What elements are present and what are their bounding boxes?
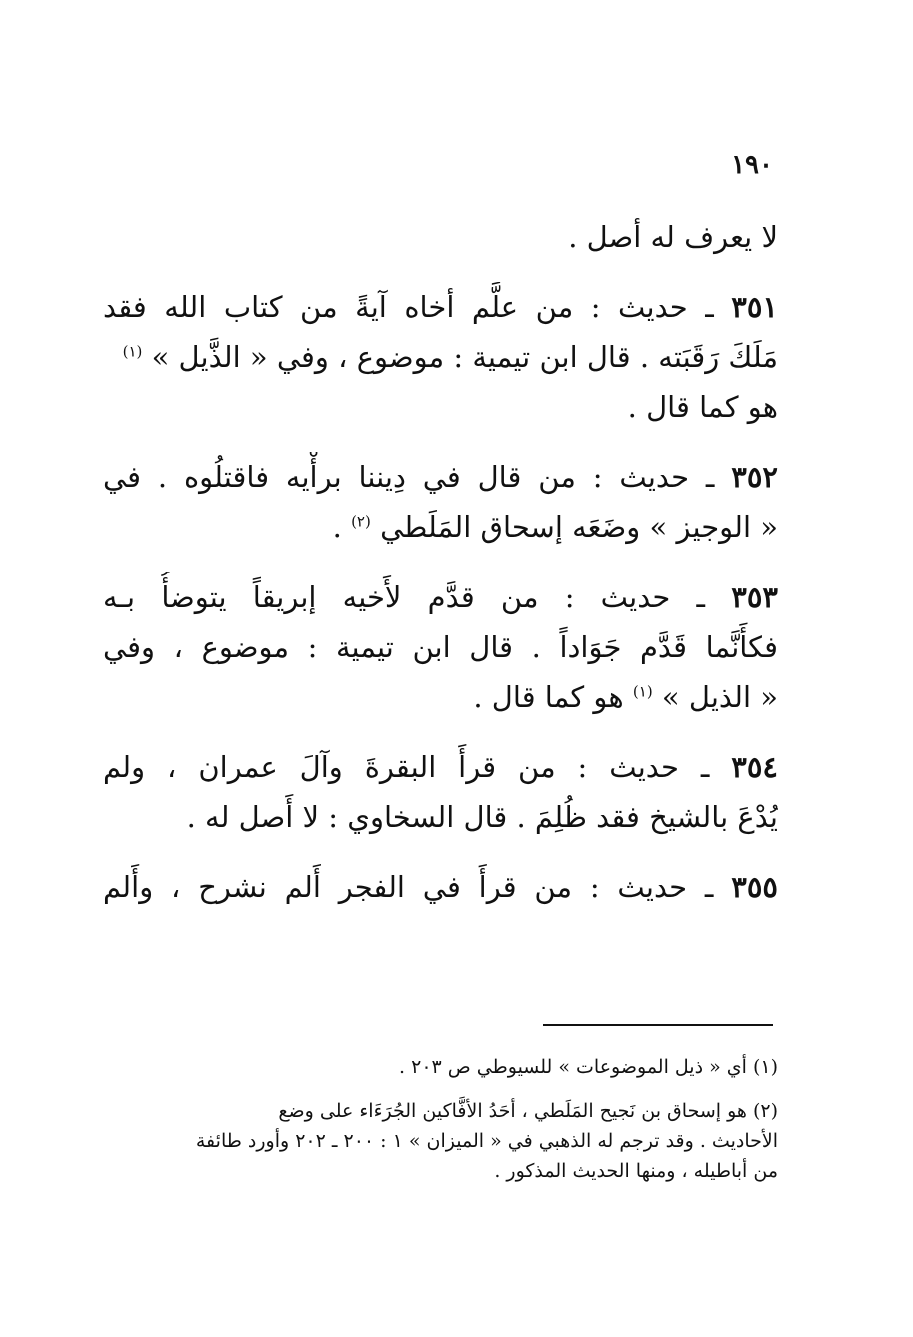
paragraph-gap — [103, 552, 778, 572]
entry-353-line-1 — [103, 572, 778, 622]
entry-number: ٣٥٥ — [731, 870, 778, 904]
entry-355-line-1 — [103, 862, 778, 912]
entry-352-line-1 — [103, 452, 778, 502]
entry-354-line-1 — [103, 742, 778, 792]
entry-352-line-2 — [103, 502, 778, 552]
entry-353-line-2: فكأَنَّما قَدَّم جَوَاداً . قال ابن تيمية : موضوع ، وفي — [103, 630, 778, 664]
entry-text: ـ حديث : من قال في دِيننا برأْيه فاقتلُوه . في — [103, 460, 715, 494]
footnote-2-line-2: الأحاديث . وقد ترجم له الذهبي في « الميزان » ١ : ٢٠٠ ـ ٢٠٢ وأورد طائفة — [195, 1130, 778, 1152]
paragraph-gap — [103, 432, 778, 452]
entry-351-line-2 — [103, 332, 778, 382]
entry-text: هو كما قال . — [473, 680, 624, 714]
paragraph-gap — [103, 842, 778, 862]
entry-text: « الذيل » — [661, 680, 778, 714]
entry-351-line-1 — [103, 282, 778, 332]
footnote-2-line-1: (٢) هو إسحاق بن نَجيح المَلَطي ، أحَدُ الأفَّاكين الجُرَءَاء على وضع — [278, 1100, 778, 1122]
entry-353-line-3 — [103, 672, 778, 722]
footnote-marker: (٢) — [351, 512, 371, 531]
entry-number: ٣٥٤ — [731, 750, 778, 784]
entry-number: ٣٥٢ — [731, 460, 778, 494]
entry-354-line-2: يُدْعَ بالشيخ فقد ظُلِمَ . قال السخاوي : لا أَصل له . — [186, 800, 778, 834]
entry-number: ٣٥١ — [731, 290, 778, 324]
entry-352 — [103, 452, 778, 552]
main-text — [103, 212, 778, 912]
footnote-1: (١) أي « ذيل الموضوعات » للسيوطي ص ٢٠٣ . — [399, 1056, 778, 1078]
entry-354 — [103, 742, 778, 842]
footnote-separator — [543, 1024, 773, 1026]
entry-text: « الوجيز » وضَعَه إسحاق المَلَطي — [380, 510, 778, 544]
paragraph-gap — [103, 722, 778, 742]
entry-number: ٣٥٣ — [731, 580, 778, 614]
entry-351-line-3: هو كما قال . — [627, 390, 778, 424]
entry-355 — [103, 862, 778, 912]
footnote-marker: (١) — [122, 342, 143, 361]
footnote-2-line-3: من أباطيله ، ومنها الحديث المذكور . — [494, 1160, 778, 1182]
paragraph-gap — [103, 262, 778, 282]
entry-text: ـ حديث : من قدَّم لأَخيه إبريقاً يتوضأُ بـه — [103, 580, 706, 614]
continuation-line: لا يعرف له أصل . — [568, 220, 778, 254]
entry-text: ـ حديث : من علَّم أخاه آيةً من كتاب الله فقد — [103, 290, 714, 324]
entry-351 — [103, 282, 778, 432]
footnote-marker: (١) — [632, 682, 653, 701]
entry-text: . — [332, 510, 342, 544]
page-number: ١٩٠ — [731, 150, 773, 180]
entry-353 — [103, 572, 778, 722]
footnotes — [103, 1052, 778, 1186]
entry-text: ـ حديث : من قرأَ في الفجر أَلم نشرح ، وأَلم — [103, 870, 714, 904]
entry-text: مَلَكَ رَقَبَته . قال ابن تيمية : موضوع ، وفي « الذَّيل » — [151, 340, 778, 374]
entry-text: ـ حديث : من قرأَ البقرةَ وآلَ عمران ، ولم — [103, 750, 710, 784]
footnote-gap — [103, 1082, 778, 1096]
